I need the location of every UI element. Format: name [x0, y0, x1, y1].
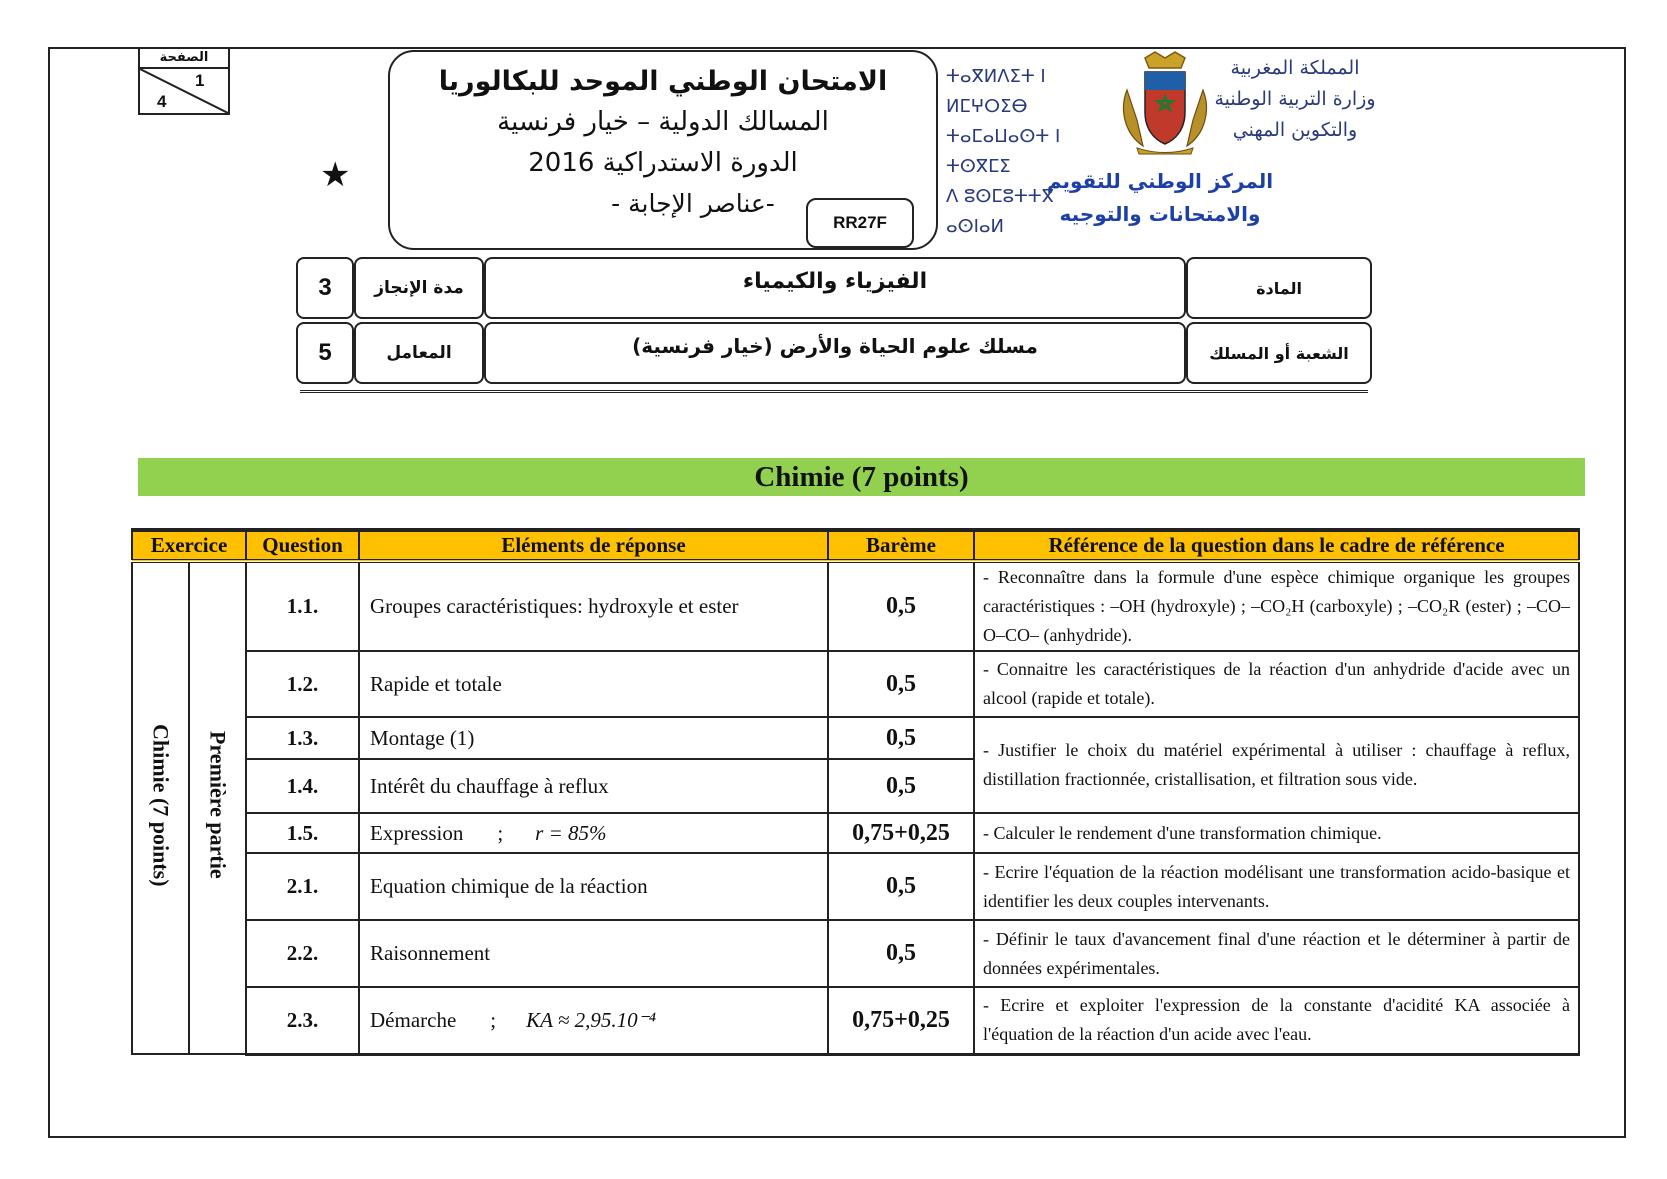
- header-exercice: Exercice: [132, 530, 246, 561]
- table-row: [132, 651, 1579, 717]
- tifinagh-line: ⵜⴰⵎⴰⵡⴰⵙⵜ ⵏ ⵜⵙⴳⵎⵉ: [946, 126, 1061, 177]
- reference-text: - Définir le taux d'avancement final d'une réaction et le déterminer à partir de données expérimentales.: [974, 920, 1579, 987]
- answer-element: Equation chimique de la réaction: [359, 853, 828, 920]
- page-number-box: [138, 47, 230, 115]
- exam-code: RR27F: [806, 198, 914, 248]
- star-icon: ★: [320, 155, 351, 195]
- header-question: Question: [246, 530, 359, 561]
- element-separator: ;: [497, 820, 504, 845]
- ministry-line: وزارة التربية الوطنية: [1214, 88, 1376, 110]
- center-line: والامتحانات والتوجيه: [1059, 202, 1261, 226]
- element-formula: r = 85%: [535, 820, 607, 845]
- part-label: Première partie: [205, 731, 231, 879]
- answer-element: [359, 813, 828, 853]
- question-number: 1.3.: [246, 717, 359, 759]
- question-number: 1.5.: [246, 813, 359, 853]
- reference-text: - Ecrire l'équation de la réaction modélisant une transformation acido-basique et identifier les deux couples intervenants.: [974, 853, 1579, 920]
- page-current: 1: [195, 71, 205, 90]
- answer-element: Montage (1): [359, 717, 828, 759]
- answer-element: Rapide et totale: [359, 651, 828, 717]
- answer-element: Intérêt du chauffage à reflux: [359, 759, 828, 813]
- duration-label: مدة الإنجاز: [354, 257, 484, 319]
- subject-name: الفيزياء والكيمياء: [484, 257, 1186, 319]
- reference-text: - Reconnaître dans la formule d'une espèce chimique organique les groupes caractéristiques : –OH (hydroxyle) ; –CO₂H (carboxyle) ; –CO₂R (ester) ; –CO–O–CO– (anhydride).: [974, 561, 1579, 651]
- bareme-value: 0,75+0,25: [828, 987, 974, 1054]
- table-row: [132, 987, 1579, 1054]
- reference-text: - Justifier le choix du matériel expérimental à utiliser : chauffage à reflux, distillation fractionnée, cristallisation, et filtration sous vide.: [974, 717, 1579, 813]
- bareme-value: 0,5: [828, 561, 974, 651]
- reference-text: - Ecrire et exploiter l'expression de la constante d'acidité KA associée à l'équation de la réaction d'un acide avec l'eau.: [974, 987, 1579, 1054]
- page-divider: [140, 69, 228, 113]
- exercise-label: Chimie (7 points): [148, 723, 174, 887]
- bareme-value: 0,5: [828, 759, 974, 813]
- page-total: 4: [157, 92, 167, 111]
- header-reference: Référence de la question dans le cadre de référence: [974, 530, 1579, 561]
- question-number: 1.1.: [246, 561, 359, 651]
- bareme-value: 0,5: [828, 853, 974, 920]
- ministry-name: [1205, 53, 1385, 146]
- national-center-name: [1040, 165, 1280, 231]
- answer-element: Groupes caractéristiques: hydroxyle et ester: [359, 561, 828, 651]
- exercise-cell: [132, 561, 189, 1054]
- table-row: [132, 853, 1579, 920]
- tifinagh-line: ⵜⴰⴳⵍⴷⵉⵜ ⵏ ⵍⵎⵖⵔⵉⴱ: [946, 66, 1046, 117]
- track-name: مسلك علوم الحياة والأرض (خيار فرنسية): [484, 322, 1186, 384]
- element-formula: KA ≈ 2,95.10⁻⁴: [526, 1007, 656, 1032]
- table-header-row: [132, 530, 1579, 561]
- element-separator: ;: [490, 1007, 497, 1032]
- exam-title: الامتحان الوطني الموحد للبكالوريا: [438, 66, 888, 97]
- ministry-line: والتكوين المهني: [1232, 119, 1358, 141]
- table-row: [132, 561, 1579, 651]
- answer-table: [131, 528, 1580, 1056]
- exam-session: الدورة الاستدراكية 2016: [528, 148, 798, 178]
- center-line: المركز الوطني للتقويم: [1046, 169, 1274, 193]
- doc-type: -عناصر الإجابة -: [611, 189, 775, 218]
- reference-text: - Calculer le rendement d'une transformation chimique.: [974, 813, 1579, 853]
- coefficient-label: المعامل: [354, 322, 484, 384]
- table-row: [132, 813, 1579, 853]
- ministry-line: المملكة المغربية: [1230, 57, 1360, 79]
- bareme-value: 0,75+0,25: [828, 813, 974, 853]
- element-text: Démarche: [370, 1007, 457, 1032]
- exam-track-line: المسالك الدولية – خيار فرنسية: [497, 107, 829, 137]
- bareme-value: 0,5: [828, 920, 974, 987]
- track-label: الشعبة أو المسلك: [1186, 322, 1372, 384]
- question-number: 1.4.: [246, 759, 359, 813]
- bareme-value: 0,5: [828, 651, 974, 717]
- duration-value: 3: [296, 257, 354, 319]
- header-elements: Eléments de réponse: [359, 530, 828, 561]
- page-label: الصفحة: [140, 49, 228, 69]
- question-number: 2.3.: [246, 987, 359, 1054]
- element-text: Expression: [370, 820, 464, 845]
- header-bareme: Barème: [828, 530, 974, 561]
- subject-table-rule: [300, 390, 1368, 393]
- reference-text: - Connaitre les caractéristiques de la réaction d'un anhydride d'acide avec un alcool (rapide et totale).: [974, 651, 1579, 717]
- question-number: 2.1.: [246, 853, 359, 920]
- part-cell: [189, 561, 246, 1054]
- subject-label: المادة: [1186, 257, 1372, 319]
- question-number: 1.2.: [246, 651, 359, 717]
- section-title: Chimie (7 points): [138, 458, 1585, 496]
- answer-element: [359, 987, 828, 1054]
- table-row: [132, 717, 1579, 759]
- table-row: [132, 920, 1579, 987]
- coat-of-arms-icon: [1115, 50, 1215, 156]
- tifinagh-line: ⴷ ⵓⵙⵎⵓⵜⵜⴳ ⴰⵙⵏⴰⵍ: [946, 186, 1054, 237]
- bareme-value: 0,5: [828, 717, 974, 759]
- question-number: 2.2.: [246, 920, 359, 987]
- coefficient-value: 5: [296, 322, 354, 384]
- answer-element: Raisonnement: [359, 920, 828, 987]
